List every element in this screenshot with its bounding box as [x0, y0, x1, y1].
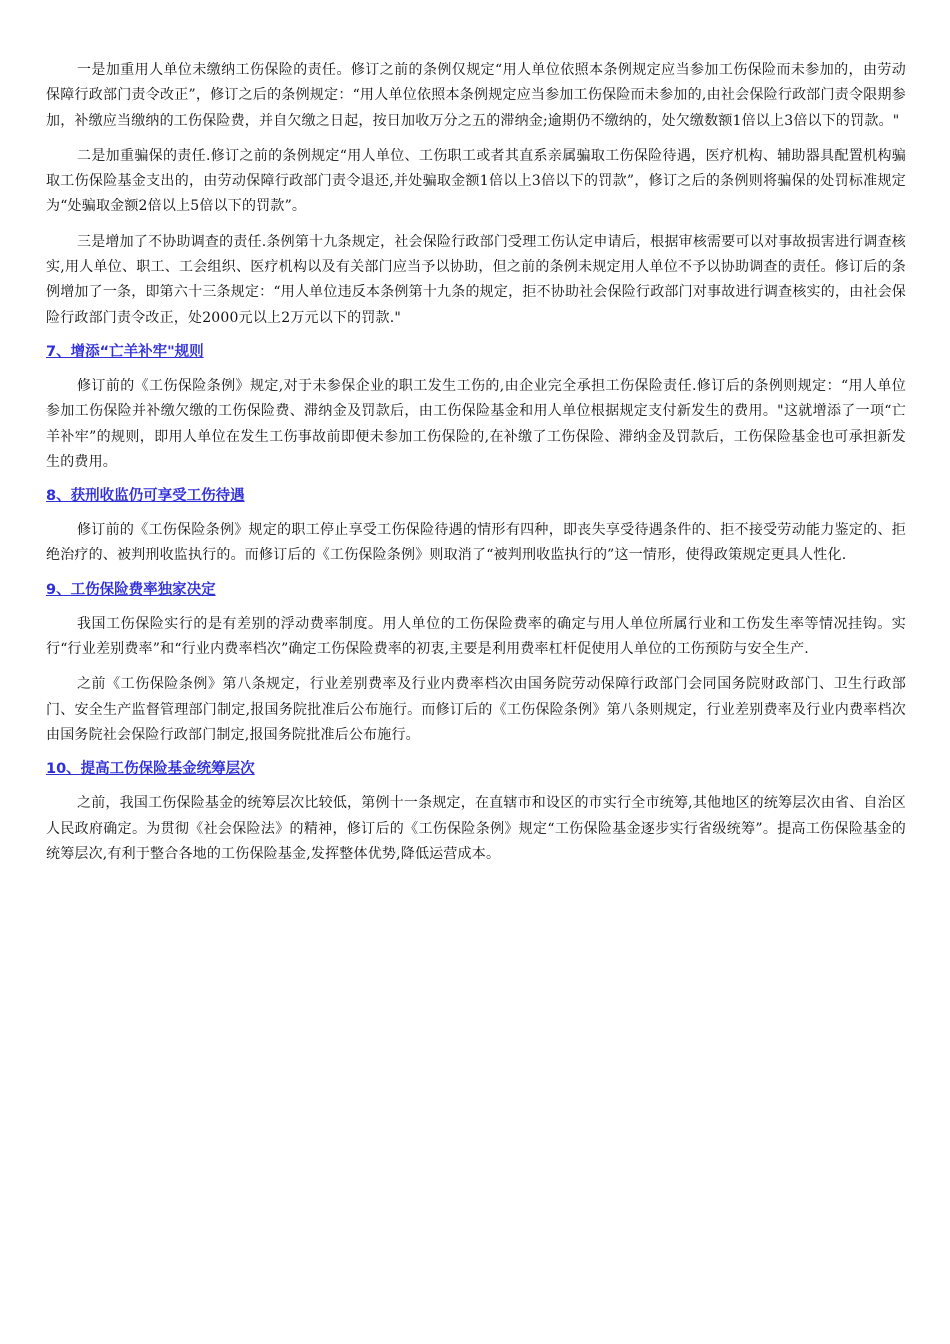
section-heading-8 [46, 485, 906, 507]
paragraph-section-9-b: 之前《工伤保险条例》第八条规定，行业差别费率及行业内费率档次由国务院劳动保障行政部门会同国务院财政部门、卫生行政部门、安全生产监督管理部门制定,报国务院批准后公布施行。而修订后的《工伤保险条例》第八条则规定，行业差别费率及行业内费率档次由国务院社会保险行政部门制定,报国务院批准后公布施行。 [46, 676, 906, 743]
paragraph-fraud-liability: 二是加重骗保的责任.修订之前的条例规定“用人单位、工伤职工或者其直系亲属骗取工伤保险待遇，医疗机构、辅助器具配置机构骗取工伤保险基金支出的，由劳动保障行政部门责令退还,并处骗取金额1倍以上3倍以下的罚款”，修订之后的条例则将骗保的处罚标准规定为“处骗取金额2倍以上5倍以下的罚款”。 [46, 147, 906, 215]
paragraph-section-10: 之前，我国工伤保险基金的统筹层次比较低，第例十一条规定，在直辖市和设区的市实行全市统筹,其他地区的统筹层次由省、自治区人民政府确定。为贯彻《社会保险法》的精神，修订后的《工伤保险条例》规定“工伤保险基金逐步实行省级统筹”。提高工伤保险基金的统筹层次,有利于整合各地的工伤保险基金,发挥整体优势,降低运营成本。 [46, 795, 906, 862]
document-body [46, 58, 906, 877]
paragraph-section-9-a: 我国工伤保险实行的是有差别的浮动费率制度。用人单位的工伤保险费率的确定与用人单位所属行业和工伤发生率等情况挂钩。实行“行业差别费率”和“行业内费率档次”确定工伤保险费率的初衷,主要是利用费率杠杆促使用人单位的工伤预防与安全生产. [46, 615, 906, 658]
paragraph-non-cooperation-liability: 三是增加了不协助调查的责任.条例第十九条规定，社会保险行政部门受理工伤认定申请后，根据审核需要可以对事故损害进行调查核实,用人单位、职工、工会组织、医疗机构以及有关部门应当予以协助，但之前的条例未规定用人单位不予以协助调查的责任。修订后的条例增加了一条，即第六十三条规定：“用人单位违反本条例第十九条的规定，拒不协助社会保险行政部门对事故进行调查核实的，由社会保险行政部门责令改正，处2000元以上2万元以下的罚款." [46, 233, 906, 326]
section-9-link[interactable]: 9、工伤保险费率独家决定 [46, 581, 216, 598]
paragraph-section-7: 修订前的《工伤保险条例》规定,对于未参保企业的职工发生工伤的,由企业完全承担工伤保险责任.修订后的条例则规定：“用人单位参加工伤保险并补缴欠缴的工伤保险费、滞纳金及罚款后，由工伤保险基金和用人单位根据规定支付新发生的费用。"这就增添了一项“亡羊补牢”的规则，即用人单位在发生工伤事故前即便未参加工伤保险的,在补缴了工伤保险、滞纳金及罚款后，工伤保险基金也可承担新发生的费用。 [46, 377, 906, 470]
section-7-link[interactable]: 7、增添“亡羊补牢"规则 [46, 343, 204, 360]
paragraph-section-8: 修订前的《工伤保险条例》规定的职工停止享受工伤保险待遇的情形有四种，即丧失享受待遇条件的、拒不接受劳动能力鉴定的、拒绝治疗的、被判刑收监执行的。而修订后的《工伤保险条例》则取消了“被判刑收监执行的”这一情形，使得政策规定更具人性化. [46, 522, 906, 564]
section-heading-10 [46, 758, 906, 780]
section-heading-9 [46, 579, 906, 601]
section-8-link[interactable]: 8、获刑收监仍可享受工伤待遇 [46, 488, 245, 505]
section-10-link[interactable]: 10、提高工伤保险基金统筹层次 [46, 761, 255, 778]
paragraph-unpaid-insurance-liability: 一是加重用人单位未缴纳工伤保险的责任。修订之前的条例仅规定“用人单位依照本条例规定应当参加工伤保险而未参加的，由劳动保障行政部门责令改正”，修订之后的条例规定：“用人单位依照本条例规定应当参加工伤保险而未参加的,由社会保险行政部门责令限期参加，补缴应当缴纳的工伤保险费，并自欠缴之日起，按日加收万分之五的滞纳金;逾期仍不缴纳的，处欠缴数额1倍以上3倍以下的罚款。" [46, 62, 906, 129]
section-heading-7 [46, 341, 906, 363]
